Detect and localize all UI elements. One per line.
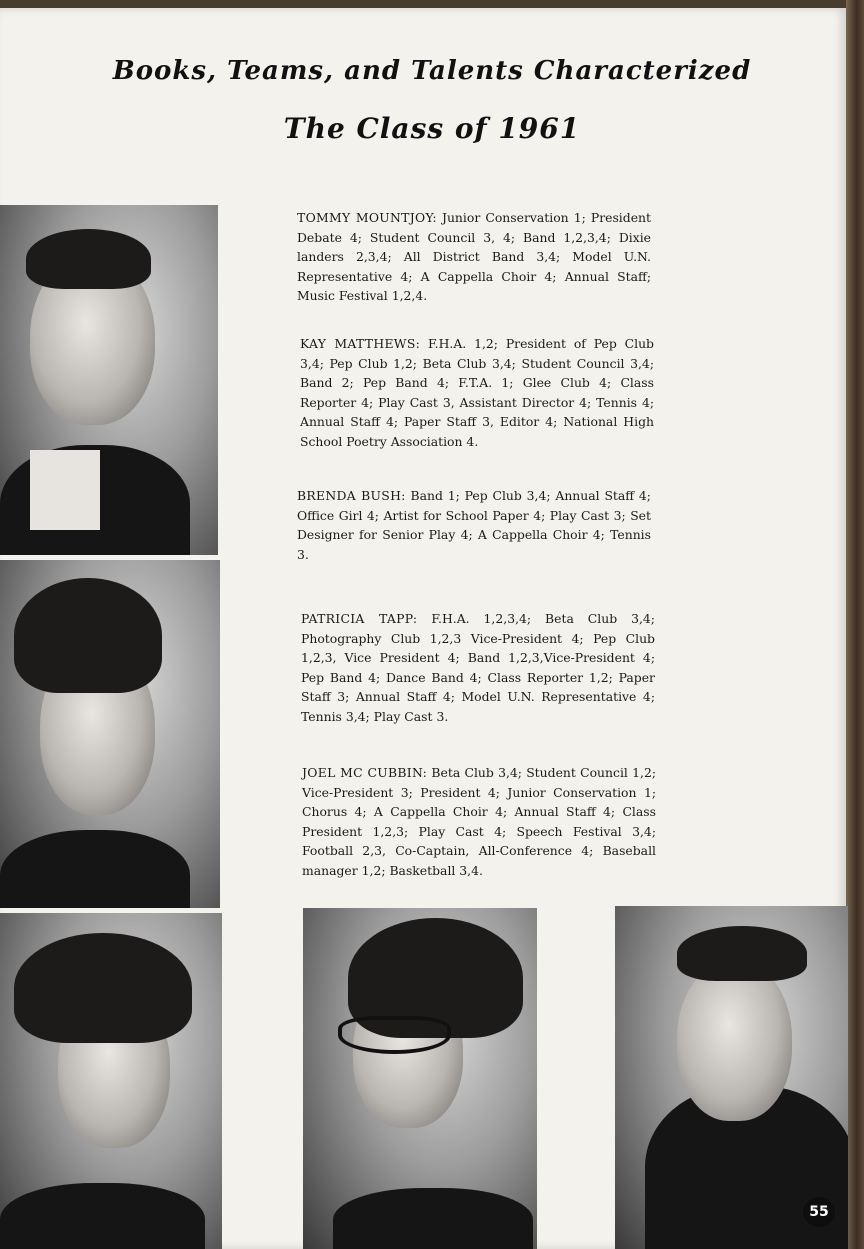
student-name: KAY MATTHEWS: xyxy=(300,336,421,351)
student-name: BRENDA BUSH: xyxy=(297,488,406,503)
caption-brenda-bush xyxy=(297,486,651,564)
caption-tommy-mountjoy xyxy=(297,208,651,306)
page-number: 55 xyxy=(803,1197,835,1227)
book-spine xyxy=(846,0,864,1249)
student-name: PATRICIA TAPP: xyxy=(301,611,418,626)
glasses xyxy=(338,1016,451,1054)
portrait-photo-4 xyxy=(303,908,537,1249)
portrait-photo-2 xyxy=(0,560,220,908)
student-activities: F.H.A. 1,2,3,4; Beta Club 3,4; Photography Club 1,2,3 Vice-President 4; Pep Club 1,2,3, Vice President 4; Band 1,2,3,Vice-President 4; Pep Band 4; Dance Band 4; Class Reporter 1,2; Paper Staff 3; Annual Staff 4; Model U.N. Representative 4; Tennis 3,4; Play Cast 3. xyxy=(301,611,655,724)
student-activities: Band 1; Pep Club 3,4; Annual Staff 4; Office Girl 4; Artist for School Paper 4; Play Cast 3; Set Designer for Senior Play 4; A Cappella Choir 4; Tennis 3. xyxy=(297,488,651,562)
caption-patricia-tapp xyxy=(301,609,655,727)
portrait-photo-3 xyxy=(0,913,222,1249)
student-activities: F.H.A. 1,2; President of Pep Club 3,4; Pep Club 1,2; Beta Club 3,4; Student Council 3,4; Band 2; Pep Band 4; F.T.A. 1; Glee Club 4; Class Reporter 4; Play Cast 3, Assistant Director 4; Tennis 4; Annual Staff 4; Paper Staff 3, Editor 4; National High School Poetry Association 4. xyxy=(300,336,654,449)
portrait-photo-1 xyxy=(0,205,218,555)
student-activities: Junior Conservation 1; President Debate 4; Student Council 3, 4; Band 1,2,3,4; Dixie landers 2,3,4; All District Band 3,4; Model U.N. Representative 4; A Cappella Choir 4; Annual Staff; Music Festival 1,2,4. xyxy=(297,210,651,304)
student-activities: Beta Club 3,4; Student Council 1,2; Vice-President 3; President 4; Junior Conservation 1; Chorus 4; A Cappella Choir 4; Annual Staff 4; Class President 1,2,3; Play Cast 4; Speech Festival 3,4; Football 2,3, Co-Captain, All-Conference 4; Baseball manager 1,2; Basketball 3,4. xyxy=(302,765,656,878)
page-title: Books, Teams, and Talents Characterized xyxy=(112,56,752,86)
student-name: JOEL MC CUBBIN: xyxy=(302,765,428,780)
student-name: TOMMY MOUNTJOY: xyxy=(297,210,437,225)
page-subtitle: The Class of 1961 xyxy=(283,112,581,145)
caption-kay-matthews xyxy=(300,334,654,452)
caption-joel-mc-cubbin xyxy=(302,763,656,881)
